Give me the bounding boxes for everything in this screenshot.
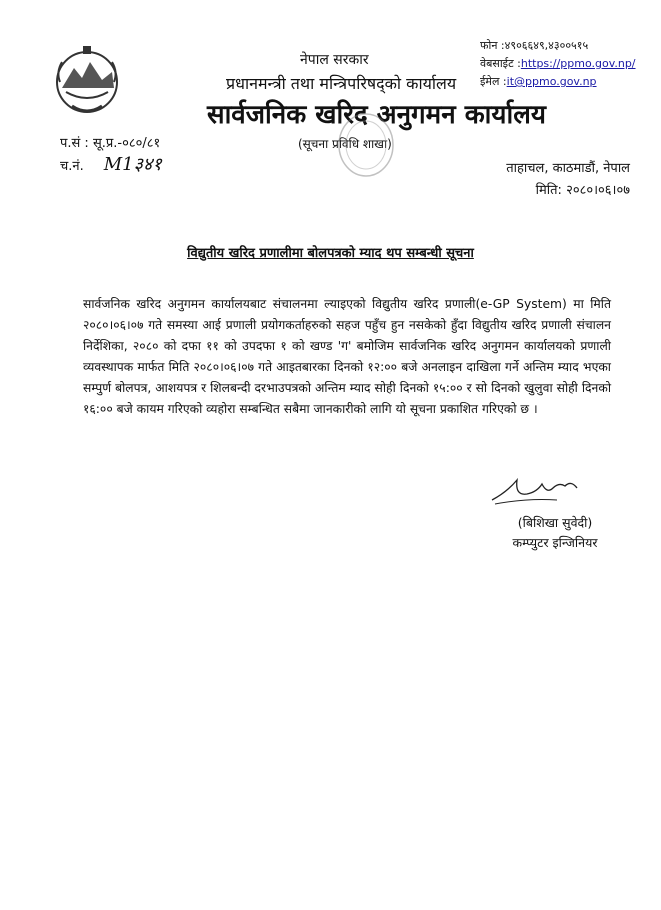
signatory-name: (बिशिखा सुवेदी) [517, 515, 593, 530]
nepal-emblem-icon [52, 42, 122, 120]
ps-value: सू.प्र.-०८०/८१ [92, 136, 161, 151]
address-block [470, 158, 630, 202]
phone-label: फोन : [480, 39, 505, 52]
phone-row [480, 37, 636, 55]
signatory-block [500, 513, 610, 553]
cn-label: च.नं. [60, 159, 84, 174]
date-label: मिति: [535, 183, 567, 198]
notice-title: विद्युतीय खरिद प्रणालीमा बोलपत्रको म्याद थप सम्बन्धी सूचना [187, 246, 474, 261]
signature-icon [487, 470, 587, 510]
contact-block [480, 37, 636, 91]
cn-row [60, 154, 162, 177]
date-value: २०८०।०६।०७ [566, 183, 630, 198]
address-place: ताहाचल, काठमाडौं, नेपाल [506, 161, 630, 176]
notice-body: सार्वजनिक खरिद अनुगमन कार्यालयबाट संचालनमा ल्याइएको विद्युतीय खरिद प्रणाली(e-GP System) मा मिति २०८०।०६।०७ गते समस्या आई प्रणाली प्रयोगकर्ताहरुको सहज पहुँच हुन नसकेको हुँदा विद्युतीय खरिद प्रणाली संचालन निर्देशिका, २०८० को दफा ११ को उपदफा १ को खण्ड 'ग' बमोजिम सार्वजनिक खरिद अनुगमन कार्यालयको प्रणाली व्यवस्थापक मार्फत मिति २०८०।०६।०७ गते आइतबारका दिनको १२:०० बजे अनलाइन दाखिला गर्ने अन्तिम म्याद भएका सम्पुर्ण बोलपत्र, आशयपत्र र शिलबन्दी दरभाउपत्रको अन्तिम म्याद सोही दिनको १५:०० र सो दिनको खुलुवा सोही दिनको १६:०० बजे कायम गरिएको व्यहोरा सम्बन्धित सबैमा जानकारीको लागि यो सूचना प्रकाशित गरिएको छ । [83, 297, 611, 416]
cn-value: M1३४१ [103, 154, 162, 175]
phone-value: ४९०६६४९,४३००५१५ [504, 39, 589, 52]
office-stamp-icon [336, 110, 396, 180]
government-name: नेपाल सरकार [300, 52, 369, 68]
email-label: ईमेल : [480, 75, 507, 88]
email-link[interactable]: it@ppmo.gov.np [506, 75, 597, 88]
signatory-designation: कम्प्युटर इन्जिनियर [512, 535, 598, 550]
reference-block [60, 133, 162, 177]
website-link[interactable]: https://ppmo.gov.np/ [520, 57, 636, 70]
ministry-name: प्रधानमन्त्री तथा मन्त्रिपरिषद्को कार्यालय [226, 74, 457, 93]
email-row [480, 73, 636, 91]
ps-row [60, 133, 162, 154]
branch-name: (सूचना प्रविधि शाखा) [298, 137, 392, 151]
ps-label: प.सं : [60, 136, 93, 151]
website-row [480, 55, 636, 73]
office-name: सार्वजनिक खरिद अनुगमन कार्यालय [207, 100, 546, 130]
date-row [470, 180, 630, 202]
website-label: वेबसाईट : [480, 57, 521, 70]
